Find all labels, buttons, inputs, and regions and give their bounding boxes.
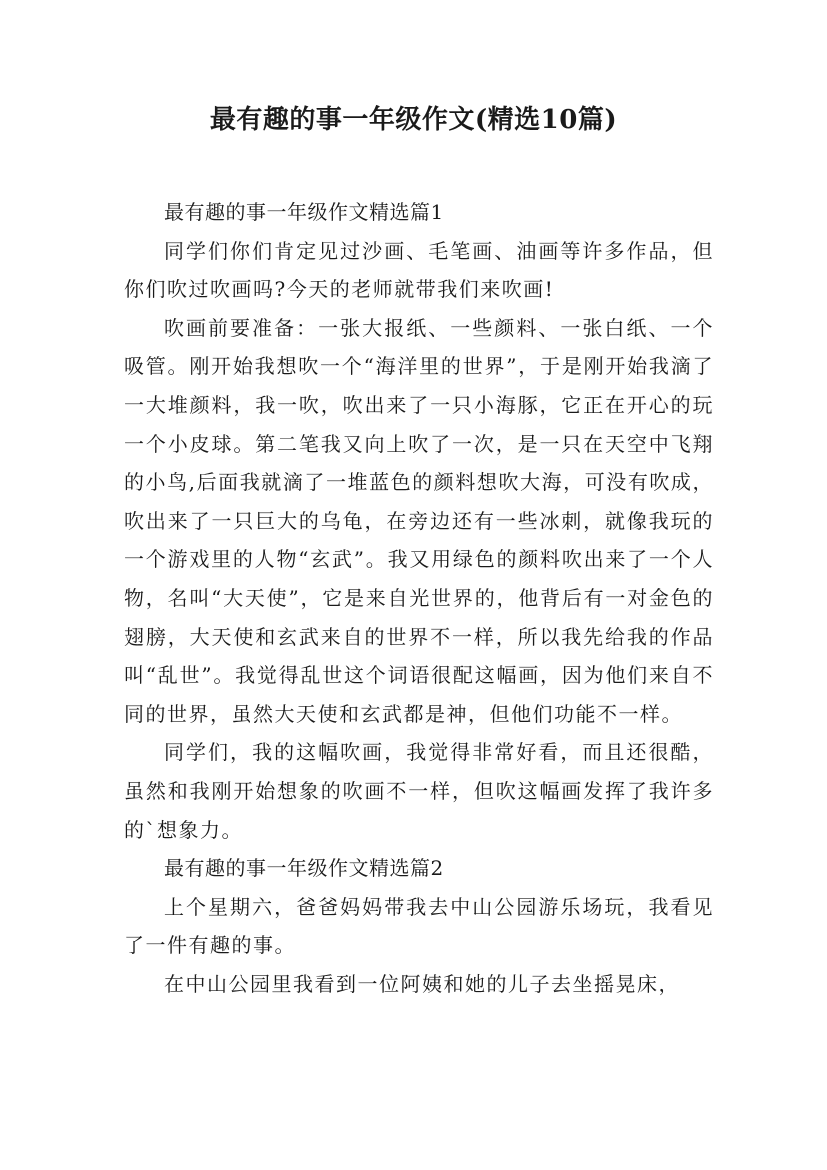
paragraph-conclusion: 同学们，我的这幅吹画，我觉得非常好看，而且还很酷，虽然和我刚开始想象的吹画不一样，但吹这幅画发挥了我许多的`想象力。	[124, 740, 714, 842]
document-body	[124, 193, 714, 1003]
paragraph-saturday: 上个星期六，爸爸妈妈带我去中山公园游乐场玩，我看见了一件有趣的事。	[124, 894, 714, 958]
paragraph-park: 在中山公园里我看到一位阿姨和她的儿子去坐摇晃床，	[164, 971, 680, 996]
paragraph-preparation: 吹画前要准备：一张大报纸、一些颜料、一张白纸、一个吸管。刚开始我想吹一个“海洋里的世界”，于是刚开始我滴了一大堆颜料，我一吹，吹出来了一只小海豚，它正在开心的玩一个小皮球。第二笔我又向上吹了一次，是一只在天空中飞翔的小鸟,后面我就滴了一堆蓝色的颜料想吹大海，可没有吹成，吹出来了一只巨大的乌龟，在旁边还有一些冰刺，就像我玩的一个游戏里的人物“玄武”。我又用绿色的颜料吹出来了一个人物，名叫“大天使”，它是来自光世界的，他背后有一对金色的翅膀，大天使和玄武来自的世界不一样，所以我先给我的作品叫“乱世”。我觉得乱世这个词语很配这幅画，因为他们来自不同的世界，虽然大天使和玄武都是神，但他们功能不一样。	[124, 315, 714, 726]
section-heading-1: 最有趣的事一年级作文精选篇1	[164, 200, 444, 224]
paragraph-intro: 同学们你们肯定见过沙画、毛笔画、油画等许多作品，但你们吹过吹画吗?今天的老师就带我们来吹画!	[124, 238, 714, 302]
document-title: 最有趣的事一年级作文(精选10篇)	[209, 105, 618, 135]
section-heading-2: 最有趣的事一年级作文精选篇2	[164, 856, 444, 881]
